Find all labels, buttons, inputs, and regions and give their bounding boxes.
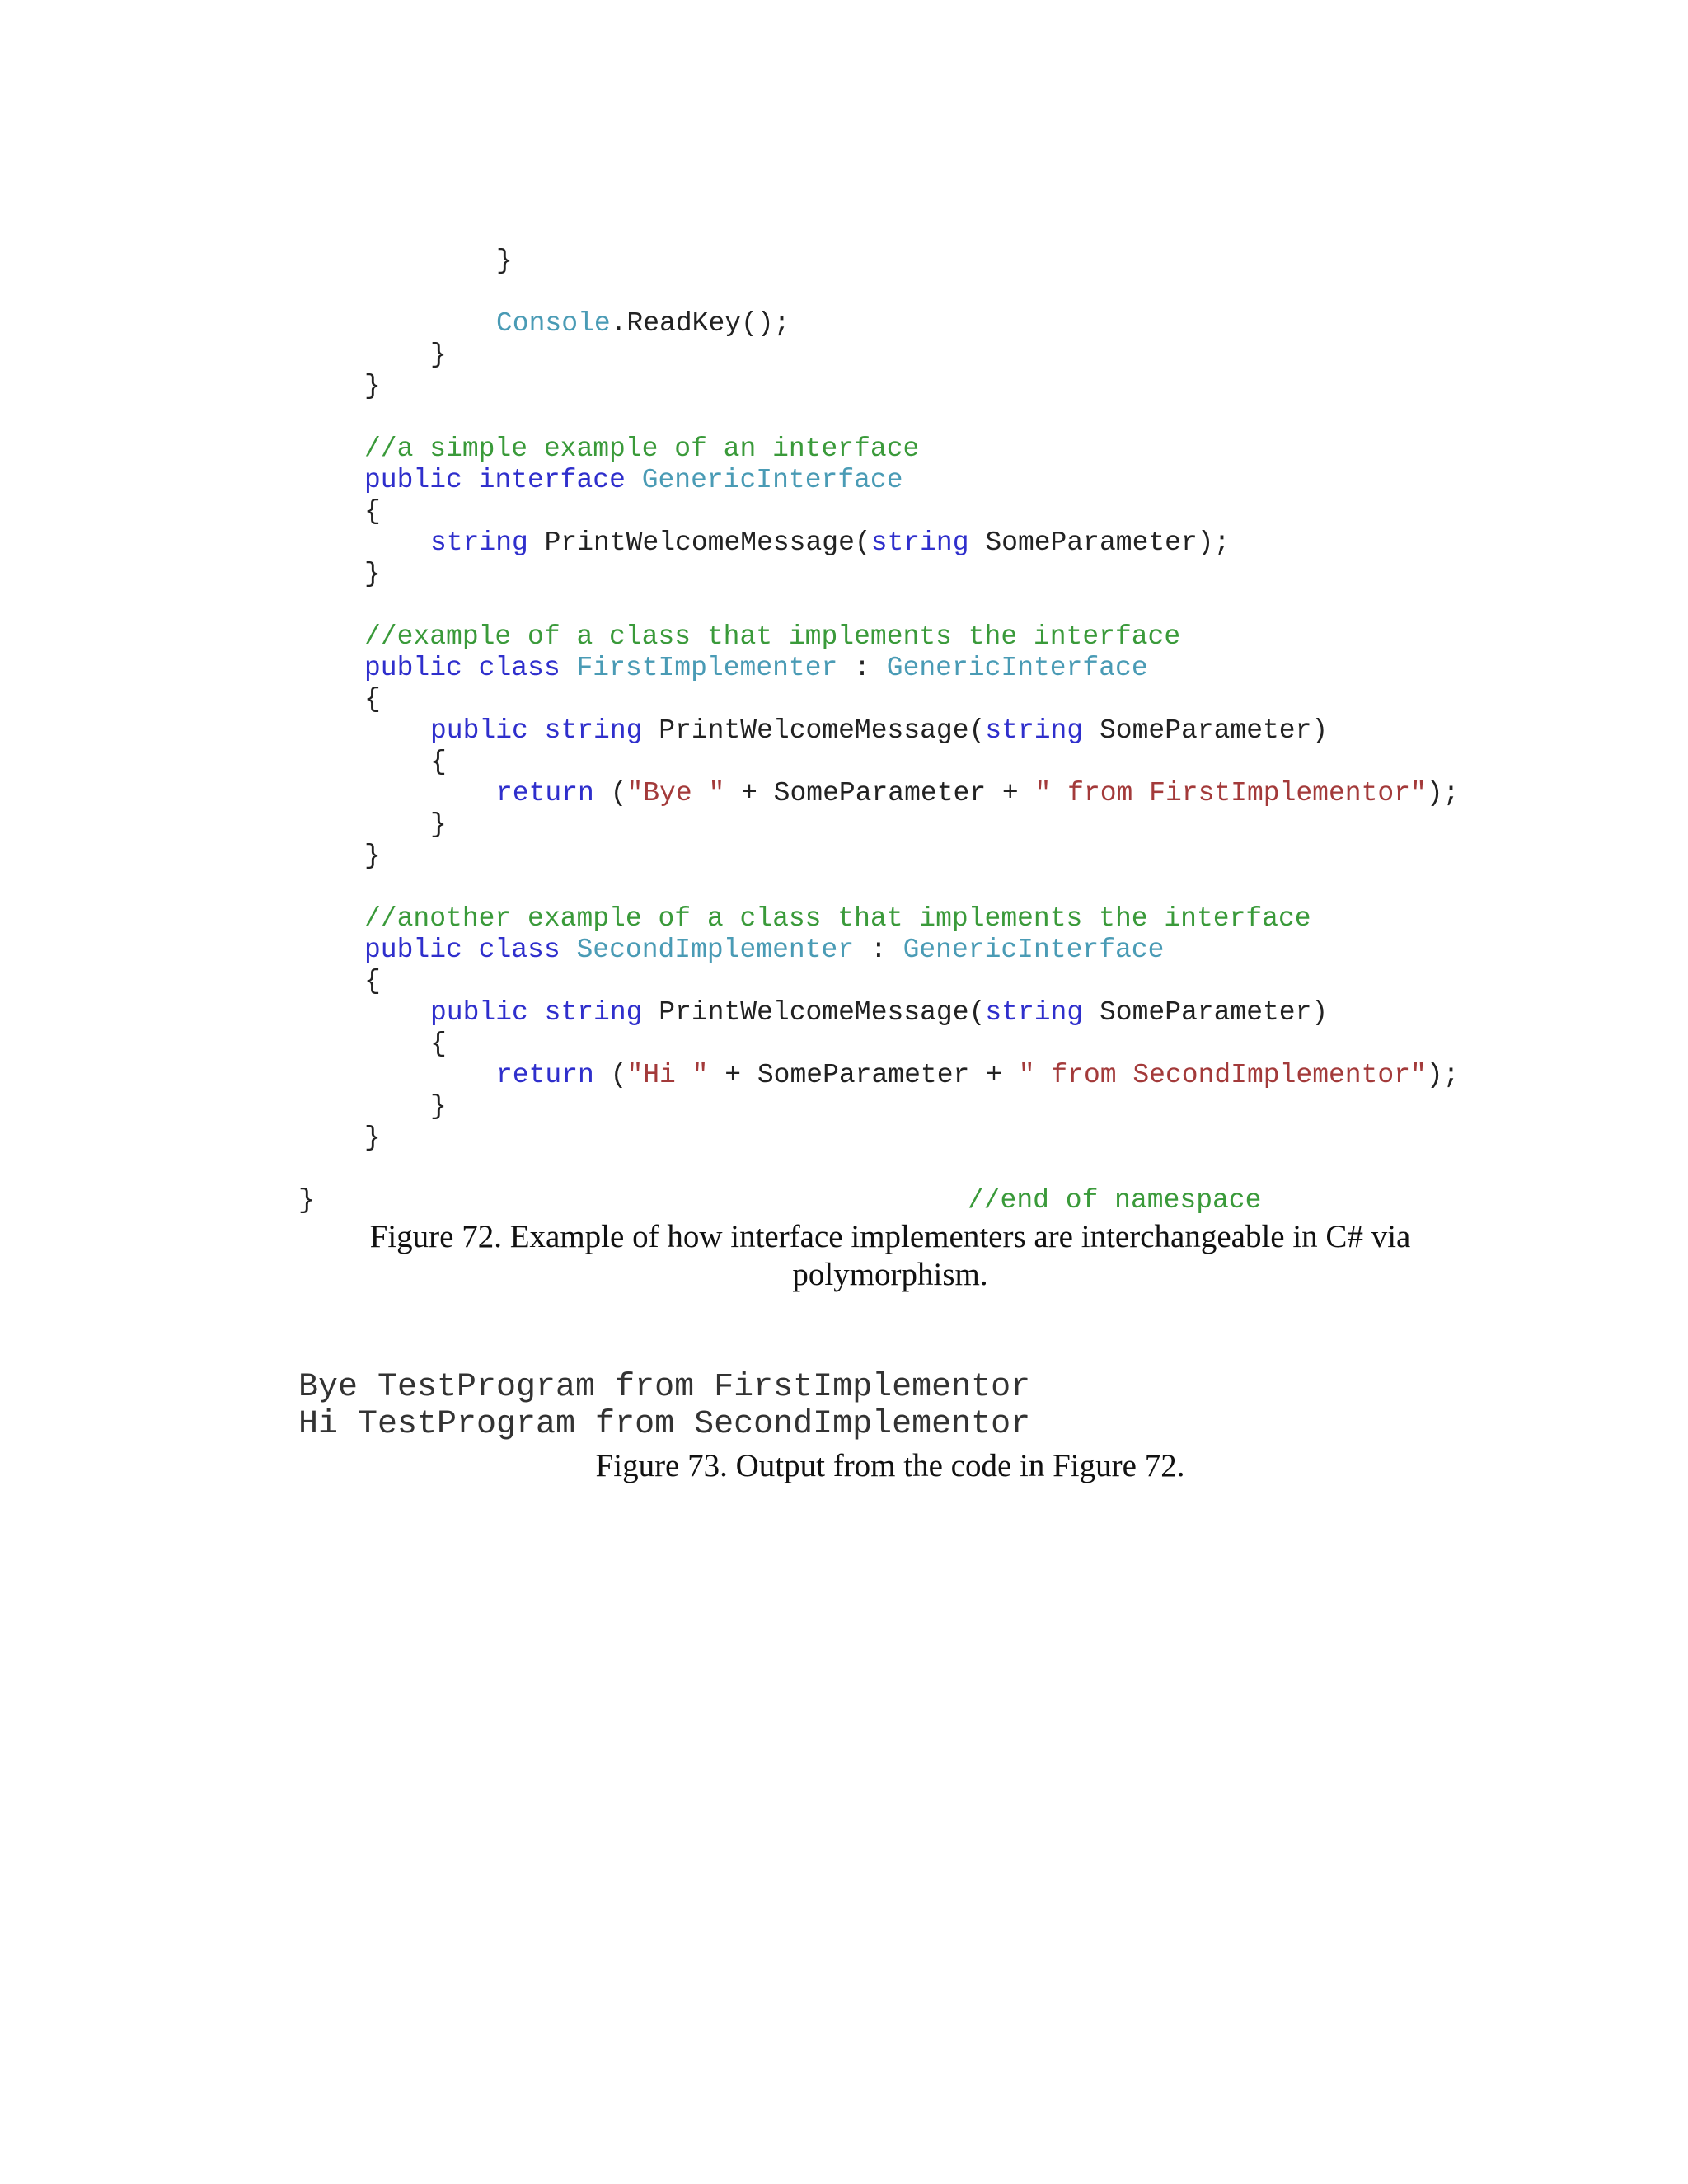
code-token: ); bbox=[1426, 778, 1460, 808]
code-token: //another example of a class that implements the interface bbox=[364, 903, 1311, 934]
code-line bbox=[364, 1122, 381, 1155]
code-token: } bbox=[364, 559, 381, 589]
code-token: { bbox=[430, 1029, 447, 1059]
code-line bbox=[496, 778, 1459, 811]
code-token bbox=[560, 653, 577, 683]
code-token: } bbox=[364, 371, 381, 401]
code-token bbox=[626, 465, 642, 495]
code-token: public bbox=[430, 997, 528, 1028]
code-line bbox=[364, 621, 1180, 654]
code-token: class bbox=[478, 653, 560, 683]
figure-72-caption-line2: polymorphism. bbox=[792, 1257, 988, 1292]
code-line bbox=[430, 747, 447, 780]
code-token: interface bbox=[478, 465, 626, 495]
code-token: "Bye " bbox=[626, 778, 725, 808]
code-line bbox=[430, 809, 447, 842]
code-token: " from SecondImplementor" bbox=[1018, 1060, 1427, 1090]
code-token bbox=[462, 653, 479, 683]
code-line bbox=[364, 559, 381, 592]
code-line bbox=[430, 715, 1328, 748]
code-line bbox=[364, 684, 381, 717]
code-token: } bbox=[430, 340, 447, 370]
code-line bbox=[430, 997, 1328, 1030]
code-token: FirstImplementer bbox=[576, 653, 838, 683]
code-token: //example of a class that implements the interface bbox=[364, 621, 1181, 652]
code-token: PrintWelcomeMessage( bbox=[528, 527, 871, 558]
code-line bbox=[364, 496, 381, 529]
code-token: : bbox=[854, 935, 903, 965]
code-token: return bbox=[496, 778, 594, 808]
code-line bbox=[364, 371, 381, 404]
code-token: "Hi " bbox=[626, 1060, 709, 1090]
code-token: string bbox=[870, 527, 969, 558]
code-token: //end of namespace bbox=[967, 1185, 1262, 1216]
code-line bbox=[430, 340, 447, 373]
code-token: } bbox=[430, 809, 447, 840]
code-token: " from FirstImplementor" bbox=[1034, 778, 1427, 808]
figure-73-caption: Figure 73. Output from the code in Figure 72. bbox=[595, 1448, 1185, 1483]
code-token: { bbox=[430, 747, 447, 777]
code-line bbox=[364, 465, 903, 498]
code-token: { bbox=[364, 684, 381, 715]
code-line bbox=[364, 434, 919, 466]
code-line bbox=[364, 966, 381, 999]
code-token bbox=[560, 935, 577, 965]
code-token: Console bbox=[496, 308, 611, 339]
code-token: GenericInterface bbox=[886, 653, 1148, 683]
code-token: } bbox=[298, 1185, 315, 1216]
code-token: + SomeParameter + bbox=[724, 778, 1035, 808]
code-token bbox=[315, 1185, 968, 1216]
code-token: PrintWelcomeMessage( bbox=[642, 715, 986, 746]
code-token: } bbox=[496, 246, 513, 276]
code-token: GenericInterface bbox=[641, 465, 903, 495]
figure-72-caption-line1: Figure 72. Example of how interface implementers are interchangeable in C# via bbox=[369, 1219, 1411, 1254]
code-line bbox=[496, 246, 513, 279]
code-token bbox=[462, 935, 479, 965]
code-token: ( bbox=[593, 778, 627, 808]
code-token: { bbox=[364, 966, 381, 996]
code-token: string bbox=[430, 527, 528, 558]
code-token: string bbox=[544, 715, 643, 746]
code-token: return bbox=[496, 1060, 594, 1090]
code-token: } bbox=[364, 841, 381, 871]
code-token: SomeParameter); bbox=[968, 527, 1231, 558]
code-line bbox=[430, 1091, 447, 1124]
code-token: ( bbox=[593, 1060, 627, 1090]
code-line bbox=[496, 1060, 1459, 1093]
code-token: SecondImplementer bbox=[576, 935, 855, 965]
code-line bbox=[430, 1029, 447, 1062]
code-token: public bbox=[430, 715, 528, 746]
code-token: string bbox=[985, 997, 1084, 1028]
code-token: class bbox=[478, 935, 560, 965]
code-token: SomeParameter) bbox=[1083, 997, 1329, 1028]
output-line-1: Bye TestProgram from FirstImplementor bbox=[298, 1369, 1031, 1406]
code-line bbox=[364, 903, 1311, 936]
code-token: PrintWelcomeMessage( bbox=[642, 997, 986, 1028]
code-token: SomeParameter) bbox=[1083, 715, 1329, 746]
output-line-2: Hi TestProgram from SecondImplementor bbox=[298, 1406, 1031, 1443]
code-token: : bbox=[837, 653, 887, 683]
code-token: } bbox=[430, 1091, 447, 1122]
code-line bbox=[364, 841, 381, 874]
code-token: } bbox=[364, 1122, 381, 1153]
code-token: public bbox=[364, 935, 462, 965]
code-token: public bbox=[364, 465, 462, 495]
code-token: public bbox=[364, 653, 462, 683]
code-token bbox=[528, 997, 545, 1028]
code-line bbox=[364, 935, 1164, 968]
code-line bbox=[430, 527, 1230, 560]
code-token bbox=[462, 465, 479, 495]
code-token: //a simple example of an interface bbox=[364, 434, 920, 464]
code-token: .ReadKey(); bbox=[610, 308, 790, 339]
code-line bbox=[364, 653, 1148, 686]
code-token: { bbox=[364, 496, 381, 527]
figure-72-caption bbox=[313, 1218, 1467, 1294]
code-token: GenericInterface bbox=[903, 935, 1165, 965]
code-line bbox=[496, 308, 790, 341]
code-line bbox=[298, 1185, 1261, 1218]
code-token: ); bbox=[1426, 1060, 1460, 1090]
code-token: string bbox=[544, 997, 643, 1028]
code-token bbox=[528, 715, 545, 746]
code-token: + SomeParameter + bbox=[708, 1060, 1019, 1090]
code-token: string bbox=[985, 715, 1084, 746]
